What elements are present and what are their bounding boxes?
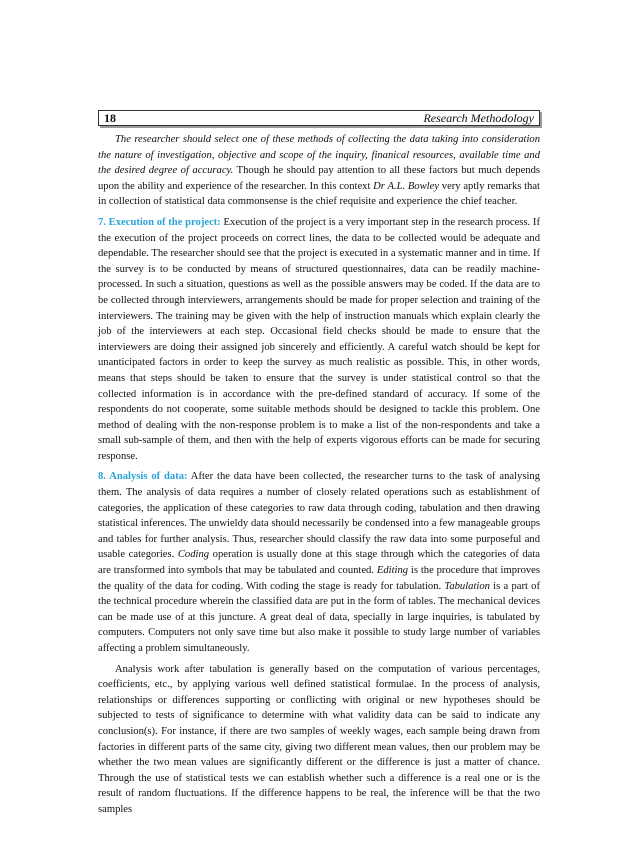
text-run: operation is usually done at this stage through which the categories of data are transformed into symbols that may be tabulated and counted.: [98, 549, 541, 577]
text-run: is a part of the technical procedure wherein the classified data are put in the form of tables. The mechanical devices can be made use of at this juncture. A great deal of data, specially in large inquiries, is tabulated by computers. Computers not only save time but also make it possible to study large number of variables affecting a problem simultaneously.: [98, 580, 540, 654]
page-number: 18: [104, 111, 116, 125]
author-name: Dr A.L. Bowley: [373, 180, 440, 192]
term-coding: Coding: [177, 549, 210, 561]
running-title: Research Methodology: [423, 111, 534, 125]
term-tabulation: Tabulation: [444, 580, 490, 592]
text-run: Though he should pay attention to all these factors but much depends upon the ability and experience of the researcher. In this context: [98, 165, 540, 192]
paragraph-execution: [98, 215, 540, 465]
text-run: is the procedure that improves the quality of the data for coding. With coding the stage is ready for tabulation.: [98, 565, 540, 592]
body-text: [98, 132, 540, 823]
text-run: very aptly remarks that in collection of statistical data commonsense is the chief requisite and experience the chief teacher.: [98, 180, 540, 208]
paragraph-analysis-work: Analysis work after tabulation is generally based on the computation of various percentages, coefficients, etc., by applying various well defined statistical formulae. In the process of analysis, relationships or differences supporting or conflicting with original or new hypotheses should be subjected to tests of significance to determine with what validity data can be said to indicate any conclusion(s). For instance, if there are two samples of weekly wages, each sample being drawn from factories in different parts of the same city, giving two different mean values, then our problem may be whether the two mean values are significantly different or the difference is just a matter of chance. Through the use of statistical tests we can establish whether such a difference is a real one or is the result of random fluctuations. If the difference happens to be real, the inference will be that the two samples: [98, 663, 540, 815]
term-editing: Editing: [376, 565, 409, 577]
italic-sentence: The researcher should select one of these methods of collecting the data taking into consideration the nature of investigation, objective and scope of the inquiry, finanical resources, available time and the desired degree of accuracy.: [98, 134, 540, 177]
section-heading-execution: 7. Execution of the project:: [98, 216, 221, 228]
paragraph-analysis: [98, 469, 540, 656]
text-run: After the data have been collected, the researcher turns to the task of analysing them. The analysis of data requires a number of closely related operations such as establishment of categories, the application of these categories to raw data through coding, tabulation and then drawing statistical inferences. The unwieldy data should necessarily be condensed into a few manageable groups and tables for further analysis. Thus, researcher should classify the raw data into some purposeful and usable categories.: [98, 471, 540, 561]
section-heading-analysis: 8. Analysis of data:: [98, 471, 188, 483]
running-header: [98, 110, 540, 126]
text-run: Execution of the project is a very important step in the research process. If the execution of the project proceeds on correct lines, the data to be collected would be adequate and dependable. The researcher should see that the project is executed in a systematic manner and in time. If the survey is to be conducted by means of structured questionnaires, data can be readily machine-processed. In such a situation, questions as well as the possible answers may be coded. If the data are to be collected through interviewers, arrangements should be made for proper selection and training of the interviewers. The training may be given with the help of instruction manuals which explain clearly the job of the interviewers at each step. Occasional field checks should be made to ensure that the interviewers are doing their assigned job sincerely and efficiently. A careful watch should be kept for unanticipated factors in order to keep the survey as much realistic as possible. This, in other words, means that steps should be taken to ensure that the survey is under statistical control so that the collected information is in accordance with the pre-defined standard of accuracy. If some of the respondents do not cooperate, some suitable methods should be designed to tackle this problem. One method of dealing with the non-response problem is to make a list of the non-respondents and take a small sub-sample of them, and then with the help of experts vigorous efforts can be made for securing response.: [98, 216, 540, 462]
paragraph-method-selection: [98, 132, 540, 210]
